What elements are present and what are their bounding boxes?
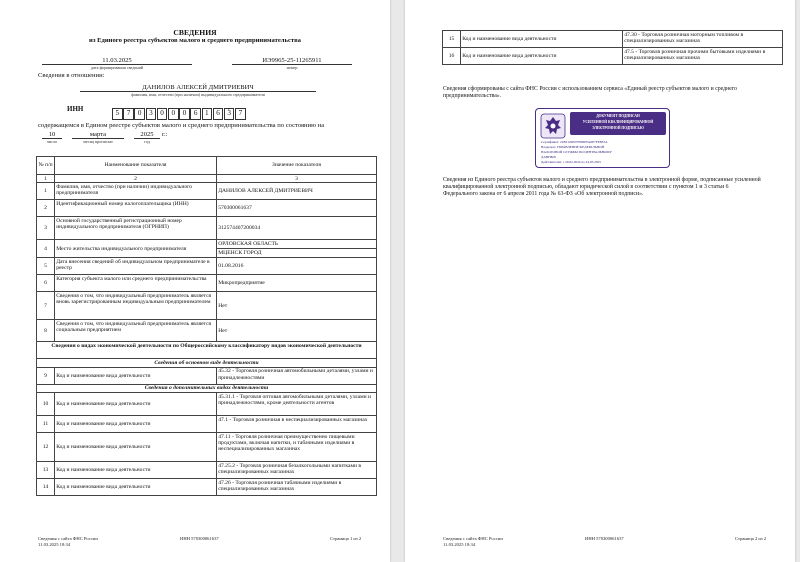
footer-source: Сведения с сайта ФНС России	[38, 536, 98, 541]
table-row	[37, 479, 377, 496]
row-value: 570300061637	[217, 200, 377, 217]
table-row	[443, 48, 783, 65]
row-value: 47.11 - Торговля розничная преимущественно пищевыми продуктами, включая напитки, и табачными изделиями в неспециализированных магазинах	[217, 433, 377, 462]
report-date: 11.03.2025	[42, 57, 192, 65]
row-value: 312574407200034	[217, 217, 377, 240]
row-value: 47.30 - Торговля розничная моторным топливом в специализированных магазинах	[623, 31, 783, 48]
table-row	[37, 240, 377, 249]
row-name: Код и наименование вида деятельности	[55, 367, 217, 384]
row-num: 7	[37, 292, 55, 320]
inn-digit-box: 1	[202, 108, 213, 120]
index-num: 1	[37, 175, 55, 183]
page-2	[405, 0, 795, 562]
row-name: Код и наименование вида деятельности	[55, 393, 217, 416]
row-name: Код и наименование вида деятельности	[461, 48, 623, 65]
inn-digit-box: 6	[213, 108, 224, 120]
source-note: Сведения сформированы с сайта ФНС России с использованием сервиса «Единый реестр субъектов малого и среднего предпринимательства».	[443, 86, 737, 99]
registry-day: 10	[42, 131, 62, 139]
row-name: Код и наименование вида деятельности	[55, 416, 217, 433]
document-title: СВЕДЕНИЯ	[173, 28, 217, 37]
inn-digit-boxes	[112, 102, 246, 120]
stamp-owner-2: НАЛОГОВОЙ СЛУЖБЫ ПО ЦЕНТРАЛЬНОМУ	[541, 150, 612, 154]
inn-label: ИНН	[67, 105, 84, 113]
row-value: 47.1 - Торговля розничная в неспециализированных магазинах	[217, 416, 377, 433]
row-value: 45.32 - Торговля розничная автомобильными деталями, узлами и принадлежностями	[217, 367, 377, 384]
table-row	[37, 433, 377, 462]
inn-digit-box: 0	[179, 108, 190, 120]
table-row	[37, 320, 377, 342]
footer-page-number: Страница 2 из 2	[735, 536, 767, 541]
row-name: Идентификационный номер налогоплательщика (ИНН)	[55, 200, 217, 217]
header-value: Значение показателя	[217, 157, 377, 175]
table-row	[37, 275, 377, 292]
stamp-line-2: УСИЛЕННОЙ КВАЛИФИЦИРОВАННОЙ	[582, 120, 654, 124]
row-name: Код и наименование вида деятельности	[461, 31, 623, 48]
index-name: 2	[55, 175, 217, 183]
table-row	[37, 217, 377, 240]
row-value: Нет	[217, 292, 377, 320]
table-row	[37, 200, 377, 217]
row-num: 13	[37, 462, 55, 479]
row-num: 5	[37, 258, 55, 275]
row-num: 14	[37, 479, 55, 496]
stamp-validity: Действителен: с 29.02.2024 по 24.05.2025	[541, 160, 601, 164]
row-num: 10	[37, 393, 55, 416]
row-value: ДАНИЛОВ АЛЕКСЕЙ ДМИТРИЕВИЧ	[217, 183, 377, 200]
row-num: 8	[37, 320, 55, 342]
header-num: № п/п	[37, 157, 55, 175]
registry-table-continued	[442, 30, 783, 65]
inn-tail: ,	[228, 104, 230, 111]
row-name: Код и наименование вида деятельности	[55, 479, 217, 496]
table-row	[37, 462, 377, 479]
row-value: 01.08.2016	[217, 258, 377, 275]
row-name: Основной государственный регистрационный номер индивидуального предпринимателя (ОГРНИП)	[55, 217, 217, 240]
table-row	[37, 393, 377, 416]
inn-digit-box: 6	[190, 108, 201, 120]
signature-note: Сведения из Единого реестра субъектов малого и среднего предпринимательства в электронной форме, подписанные усиленной квалифицированной электронной подписью, обладают юридической силой в соответствии с пунктом 1 и 3 статьи 6 Федерального закона от 6 апреля 2011 года № 63-ФЗ «Об электронной подписи».	[443, 177, 761, 197]
inn-digit-box: 0	[157, 108, 168, 120]
row-num: 2	[37, 200, 55, 217]
extra-activities-title: Сведения о дополнительных видах деятельности	[37, 384, 377, 392]
inn-digit-box: 3	[224, 108, 235, 120]
okved-section-title: Сведения о видах экономической деятельности по Общероссийскому классификатору видов экономической деятельности	[37, 342, 377, 359]
footer-timestamp: 11.03.2025 18:34	[38, 542, 71, 547]
emblem-icon	[540, 113, 566, 139]
registry-month: марта	[72, 131, 124, 139]
footer-timestamp: 11.03.2025 18:34	[443, 542, 476, 547]
inn-digit-box: 0	[168, 108, 179, 120]
row-num: 1	[37, 183, 55, 200]
header-name: Наименование показателя	[55, 157, 217, 175]
row-value: 47.25.2 - Торговля розничная безалкогольными напитками в специализированных магазинах	[217, 462, 377, 479]
row-name: Код и наименование вида деятельности	[55, 433, 217, 462]
footer-inn: ИНН 570300061637	[585, 536, 624, 541]
row-name: Место жительства индивидуального предпринимателя	[55, 240, 217, 258]
registry-year-suffix: г.:	[162, 131, 168, 138]
stamp-line-3: ЭЛЕКТРОННОЙ ПОДПИСЬЮ	[592, 126, 644, 130]
row-num: 12	[37, 433, 55, 462]
table-row	[37, 416, 377, 433]
e-signature-stamp	[535, 108, 670, 168]
registry-year-caption: год	[144, 139, 150, 144]
row-value: Нет	[217, 320, 377, 342]
inn-digit-box: 3	[146, 108, 157, 120]
row-value: 47.5 - Торговля розничная прочими бытовыми изделиями в специализированных магазинах	[623, 48, 783, 65]
page-1	[0, 0, 390, 562]
row-value: Микропредприятие	[217, 275, 377, 292]
report-date-caption: дата формирования сведений	[90, 65, 144, 70]
row-value: 47.26 - Торговля розничная табачными изделиями в специализированных магазинах	[217, 479, 377, 496]
row-name: Дата внесения сведений об индивидуальном предпринимателе в реестр	[55, 258, 217, 275]
report-number: ИЭ9965-25-11265911	[232, 57, 352, 65]
stamp-owner-1: Владелец: УПРАВЛЕНИЕ ФЕДЕРАЛЬНОЙ	[541, 145, 605, 149]
footer-page-number: Страница 1 из 2	[330, 536, 362, 541]
inn-digit-box: 0	[134, 108, 145, 120]
inn-digit-box: 5	[112, 108, 123, 120]
row-name: Категория субъекта малого или среднего предпринимательства	[55, 275, 217, 292]
table-row	[37, 183, 377, 200]
registry-day-caption: число	[46, 139, 58, 144]
stamp-owner-3: ДАННЫХ	[541, 155, 557, 159]
table-row	[37, 367, 377, 384]
registry-table	[36, 156, 377, 496]
row-name: Сведения о том, что индивидуальный предприниматель является социальным предприятием	[55, 320, 217, 342]
row-name: Код и наименование вида деятельности	[55, 462, 217, 479]
row-num: 15	[443, 31, 461, 48]
stamp-certificate: Сертификат: 22E6129007F896F0A6E7FE8F2A	[541, 140, 608, 144]
inn-digit-box: 7	[235, 108, 246, 120]
row-num: 6	[37, 275, 55, 292]
row-name: Фамилия, имя, отчество (при наличии) индивидуального предпринимателя	[55, 183, 217, 200]
person-name: ДАНИЛОВ АЛЕКСЕЙ ДМИТРИЕВИЧ	[80, 84, 316, 92]
stamp-line-1: ДОКУМЕНТ ПОДПИСАН	[596, 114, 640, 118]
row-num: 3	[37, 217, 55, 240]
row-num: 4	[37, 240, 55, 258]
footer-source: Сведения с сайта ФНС России	[443, 536, 503, 541]
row-num: 11	[37, 416, 55, 433]
row-value-city: МЦЕНСК ГОРОД	[217, 249, 377, 258]
registry-text: содержащемся в Едином реестре субъектов малого и среднего предпринимательства по состоянию на	[38, 122, 325, 129]
table-row	[37, 292, 377, 320]
table-row	[443, 31, 783, 48]
row-name: Сведения о том, что индивидуальный предприниматель является вновь зарегистрированным индивидуальным предпринимателем	[55, 292, 217, 320]
table-row	[37, 258, 377, 275]
footer-inn: ИНН 570300061637	[180, 536, 219, 541]
person-name-caption: фамилия, имя, отчество (при наличии) индивидуального предпринимателя	[131, 92, 265, 97]
inn-digit-box: 7	[123, 108, 134, 120]
main-activity-title: Сведения об основном виде деятельности	[37, 359, 377, 367]
document-subtitle: из Единого реестра субъектов малого и среднего предпринимательства	[89, 37, 301, 44]
registry-year: 2025	[134, 131, 160, 139]
row-value: 45.31.1 - Торговля оптовая автомобильными деталями, узлами и принадлежностями, кроме деятельности агентов	[217, 393, 377, 416]
index-value: 3	[217, 175, 377, 183]
row-num: 9	[37, 367, 55, 384]
report-number-caption: номер	[286, 65, 298, 70]
regarding-label: Сведения в отношении:	[38, 72, 105, 79]
row-value-region: ОРЛОВСКАЯ ОБЛАСТЬ	[217, 240, 377, 249]
row-num: 16	[443, 48, 461, 65]
registry-month-caption: месяц прописью	[83, 139, 113, 144]
